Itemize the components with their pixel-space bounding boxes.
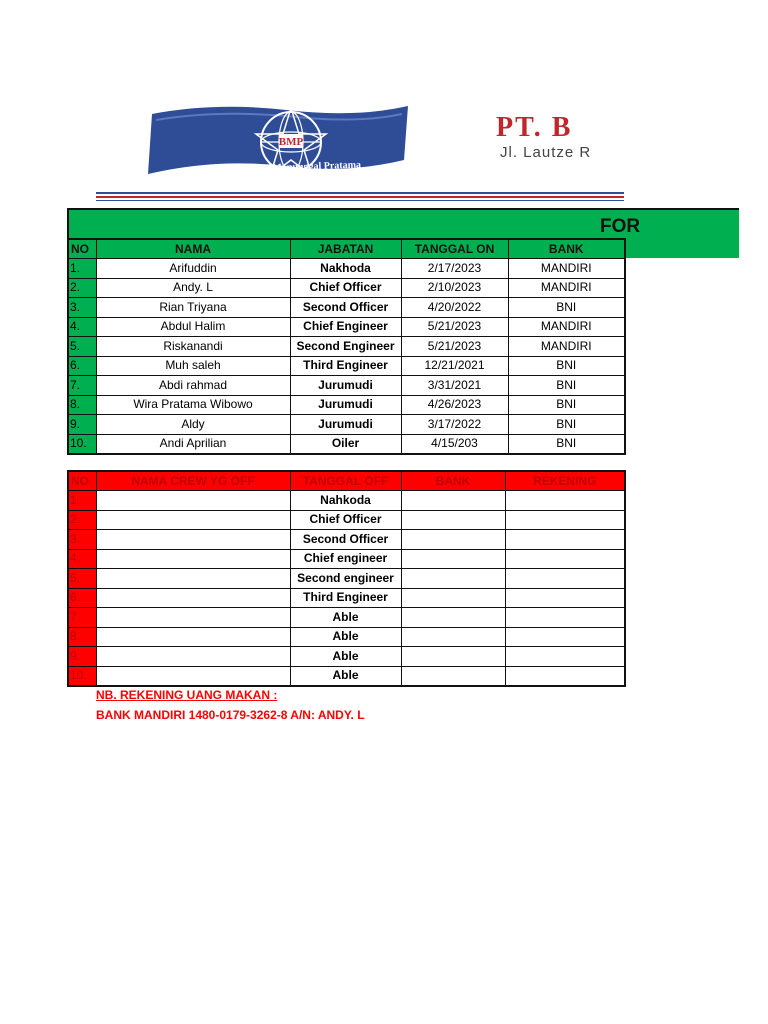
table-row [68,317,625,337]
table-cell: Chief Officer [290,510,401,530]
table-cell [505,510,625,530]
table-cell: Chief engineer [290,549,401,569]
table-cell [96,647,290,667]
company-address: Jl. Lautze R [500,144,592,161]
table-cell: Abdul Halim [96,317,290,337]
table-row [68,376,625,396]
column-header: BANK [508,239,625,259]
table-row [68,530,625,550]
table-row [68,415,625,435]
column-header: NAMA [96,239,290,259]
table-cell [96,530,290,550]
table-cell: BNI [508,395,625,415]
table-row [68,298,625,318]
table-cell: Jurumudi [290,415,401,435]
table-cell: 3. [68,298,96,318]
table-row [68,627,625,647]
table-header-row [68,239,625,259]
table-cell: Oiler [290,434,401,454]
table-cell: 4/20/2022 [401,298,508,318]
table-cell [505,627,625,647]
table-cell [401,647,505,667]
table-cell [505,530,625,550]
company-name: PT. B [496,112,573,143]
table-cell: 3/31/2021 [401,376,508,396]
form-title: FOR [600,216,641,237]
table-cell [505,588,625,608]
column-header: NO [68,239,96,259]
table-cell [96,666,290,686]
table-cell: 6. [68,356,96,376]
table-row [68,569,625,589]
table-cell: Muh saleh [96,356,290,376]
column-header: TANGGAL OFF [290,471,401,491]
table-cell: 2/17/2023 [401,259,508,279]
table-cell: 12/21/2021 [401,356,508,376]
table-cell: 10. [68,666,96,686]
table-cell: Second engineer [290,569,401,589]
table-cell: 3/17/2022 [401,415,508,435]
table-cell: 7. [68,376,96,396]
table-cell [96,588,290,608]
table-cell: Second Engineer [290,337,401,357]
table-cell [401,666,505,686]
table-cell: Nahkoda [290,491,401,511]
table-row [68,549,625,569]
table-row [68,434,625,454]
table-cell: Able [290,627,401,647]
table-cell [505,549,625,569]
table-cell: 4. [68,317,96,337]
column-header: NAMA CREW YG OFF [96,471,290,491]
table-cell [96,569,290,589]
table-cell: 8. [68,627,96,647]
table-cell: 5/21/2023 [401,317,508,337]
table-cell: 10. [68,434,96,454]
table-row [68,666,625,686]
table-cell: BNI [508,376,625,396]
table-cell [401,627,505,647]
column-header: NO [68,471,96,491]
table-cell: 8. [68,395,96,415]
table-cell: Jurumudi [290,395,401,415]
column-header: REKENING [505,471,625,491]
table-cell: Wira Pratama Wibowo [96,395,290,415]
table-cell: Able [290,608,401,628]
table-cell [401,569,505,589]
table-row [68,588,625,608]
table-cell [401,588,505,608]
table-cell: Second Officer [290,298,401,318]
header-divider-red [96,196,624,198]
table-cell [401,549,505,569]
table-cell [505,569,625,589]
table-cell: Rian Triyana [96,298,290,318]
table-row [68,278,625,298]
table-row [68,647,625,667]
table-cell [401,491,505,511]
table-cell: BNI [508,415,625,435]
table-cell: Riskanandi [96,337,290,357]
table-row [68,608,625,628]
table-cell: Nakhoda [290,259,401,279]
table-cell: Abdi rahmad [96,376,290,396]
table-cell: Able [290,647,401,667]
table-cell: Jurumudi [290,376,401,396]
table-cell: 3. [68,530,96,550]
table-cell: 5. [68,337,96,357]
table-cell: Andi Aprilian [96,434,290,454]
table-cell: Aldy [96,415,290,435]
table-cell: 4/26/2023 [401,395,508,415]
table-cell: Arifuddin [96,259,290,279]
table-cell: 7. [68,608,96,628]
table-row [68,491,625,511]
logo-initials: BMP [278,136,304,148]
table-cell: 1. [68,491,96,511]
table-cell [505,647,625,667]
table-cell: Able [290,666,401,686]
table-cell: Chief Officer [290,278,401,298]
table-row [68,510,625,530]
table-cell: Third Engineer [290,588,401,608]
table-header-row [68,471,625,491]
table-cell: 5/21/2023 [401,337,508,357]
header-divider-blue-thin [96,200,624,201]
table-cell [401,608,505,628]
table-cell [505,608,625,628]
table-cell [96,627,290,647]
crew-off-table [67,470,626,687]
table-cell: Second Officer [290,530,401,550]
table-cell [401,510,505,530]
table-cell [401,530,505,550]
table-cell: BNI [508,356,625,376]
column-header: JABATAN [290,239,401,259]
table-cell: 2. [68,278,96,298]
table-row [68,356,625,376]
header-divider-blue [96,192,624,194]
table-row [68,259,625,279]
column-header: TANGGAL ON [401,239,508,259]
table-cell: MANDIRI [508,317,625,337]
table-cell: 2/10/2023 [401,278,508,298]
crew-on-table [67,238,626,455]
table-cell: 9. [68,647,96,667]
table-cell [505,666,625,686]
table-cell [96,549,290,569]
table-cell: MANDIRI [508,278,625,298]
table-cell [96,491,290,511]
table-row [68,395,625,415]
table-cell [505,491,625,511]
table-row [68,337,625,357]
table-cell: Chief Engineer [290,317,401,337]
table-cell: 6. [68,588,96,608]
table-cell [96,510,290,530]
table-cell: Andy. L [96,278,290,298]
table-cell: 4. [68,549,96,569]
table-cell: MANDIRI [508,259,625,279]
column-header: BANK [401,471,505,491]
table-cell [96,608,290,628]
table-cell: 1. [68,259,96,279]
table-cell: 2. [68,510,96,530]
table-cell: 9. [68,415,96,435]
note-bank-account: BANK MANDIRI 1480-0179-3262-8 A/N: ANDY. L [96,708,365,722]
table-cell: BNI [508,434,625,454]
table-cell: Third Engineer [290,356,401,376]
table-cell: BNI [508,298,625,318]
note-label: NB. REKENING UANG MAKAN : [96,688,278,702]
logo-caption: PT. Bintang Manunggal Pratama [218,159,362,176]
table-cell: MANDIRI [508,337,625,357]
table-cell: 5. [68,569,96,589]
table-cell: 4/15/203 [401,434,508,454]
